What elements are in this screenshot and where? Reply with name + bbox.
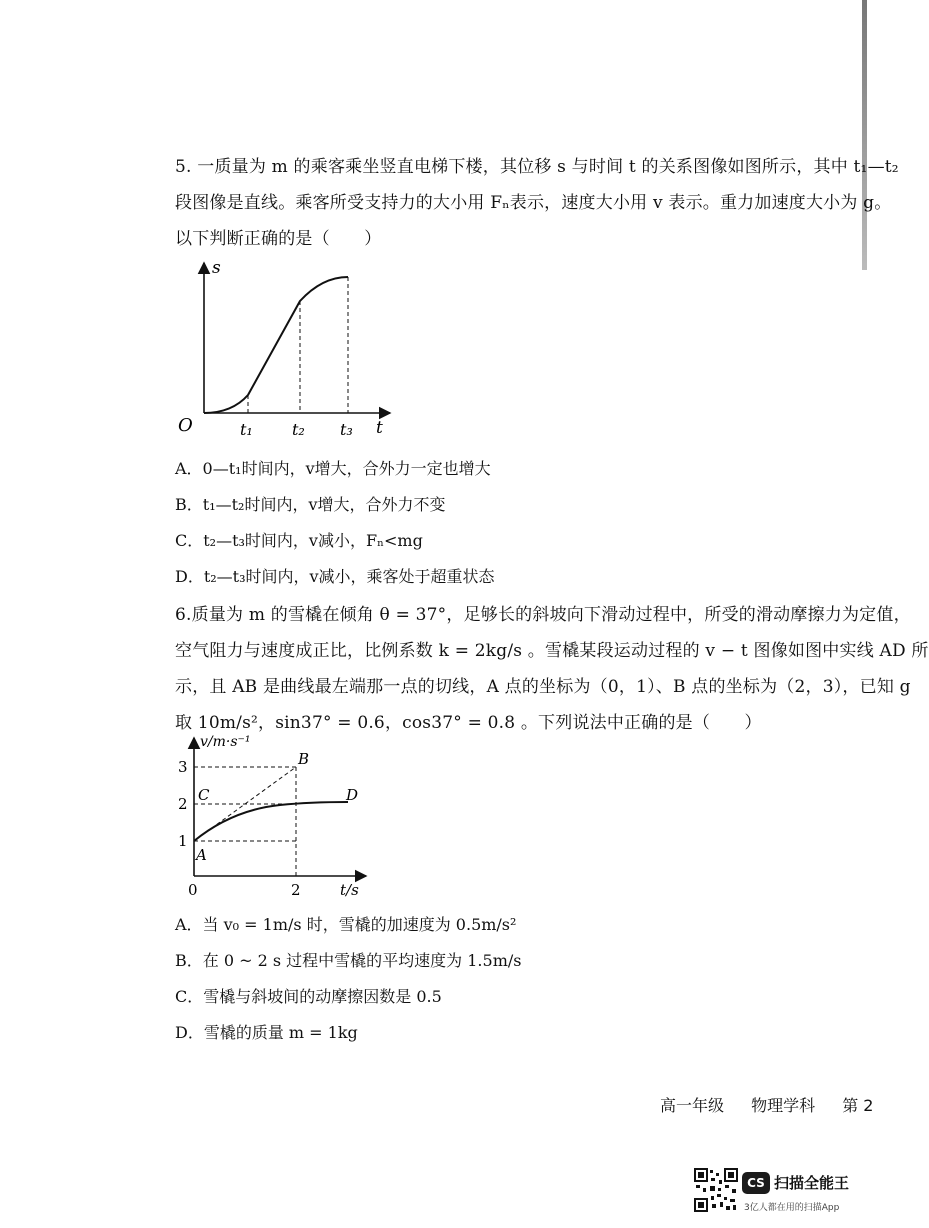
q6-line-2: 空气阻力与速度成正比，比例系数 k = 2kg/s 。雪橇某段运动过程的 v − t 图像如图中实线 AD 所 — [175, 641, 929, 661]
q6-x-tick-0: 0 — [188, 881, 198, 899]
footer-grade: 高一年级 — [660, 1096, 725, 1115]
q6-option-b: B．在 0 ~ 2 s 过程中雪橇的平均速度为 1.5m/s — [175, 951, 522, 970]
q6-point-d: D — [346, 786, 359, 804]
q6-curve-ad — [194, 802, 348, 841]
footer-page: 第 2 — [842, 1096, 874, 1115]
q6-point-b: B — [298, 750, 310, 768]
q6-option-c: C．雪橇与斜坡间的动摩擦因数是 0.5 — [175, 987, 442, 1006]
q6-y-tick-2: 2 — [178, 795, 188, 813]
q5-option-c: C．t₂—t₃时间内，v减小，Fₙ<mg — [175, 531, 423, 550]
q6-y-label: v/m·s⁻¹ — [200, 734, 251, 750]
scan-edge — [862, 0, 867, 270]
camscanner-tagline: 3亿人都在用的扫描App — [744, 1203, 840, 1213]
q6-line-4: 取 10m/s²，sin37° = 0.6，cos37° = 0.8 。下列说法中正确的是（ ） — [175, 713, 762, 733]
q6-v-t-graph — [170, 732, 370, 902]
q5-origin-label: O — [178, 415, 193, 436]
q6-y-tick-3: 3 — [178, 758, 188, 776]
q5-curve — [204, 277, 348, 413]
q5-s-t-graph — [170, 255, 400, 445]
page-footer — [660, 1093, 874, 1116]
q5-tick-t1: t₁ — [240, 420, 253, 439]
q5-option-b: B．t₁—t₂时间内，v增大，合外力不变 — [175, 495, 446, 514]
q6-y-tick-1: 1 — [178, 832, 188, 850]
q5-line-3: 以下判断正确的是（ ） — [175, 229, 382, 249]
q5-x-label: t — [376, 418, 383, 438]
q5-tick-t3: t₃ — [340, 420, 353, 439]
footer-subject: 物理学科 — [751, 1096, 816, 1115]
q5-tick-t2: t₂ — [292, 420, 305, 439]
camscanner-name: 扫描全能王 — [774, 1174, 850, 1192]
q6-x-label: t/s — [340, 881, 359, 899]
q5-option-a: A．0—t₁时间内，v增大，合外力一定也增大 — [175, 459, 491, 478]
q5-line-2: 段图像是直线。乘客所受支持力的大小用 Fₙ表示，速度大小用 v 表示。重力加速度大小为 g。 — [175, 193, 892, 213]
q5-line-1: 5. 一质量为 m 的乘客乘坐竖直电梯下楼，其位移 s 与时间 t 的关系图像如图所示，其中 t₁—t₂ — [175, 157, 899, 177]
q5-option-d: D．t₂—t₃时间内，v减小，乘客处于超重状态 — [175, 567, 495, 586]
q6-point-c: C — [198, 786, 210, 804]
camscanner-logo: CS — [742, 1172, 770, 1194]
q5-y-label: s — [212, 258, 221, 278]
q6-line-3: 示，且 AB 是曲线最左端那一点的切线，A 点的坐标为（0，1）、B 点的坐标为（2，3），已知 g — [175, 677, 911, 697]
q6-point-a: A — [196, 846, 207, 864]
q6-x-tick-2: 2 — [291, 881, 301, 899]
q6-option-a: A．当 v₀ = 1m/s 时，雪橇的加速度为 0.5m/s² — [175, 915, 517, 934]
q6-line-1: 6.质量为 m 的雪橇在倾角 θ = 37°，足够长的斜坡向下滑动过程中，所受的滑动摩擦力为定值， — [175, 605, 911, 625]
q6-option-d: D．雪橇的质量 m = 1kg — [175, 1023, 358, 1042]
qr-code-icon — [694, 1168, 738, 1212]
